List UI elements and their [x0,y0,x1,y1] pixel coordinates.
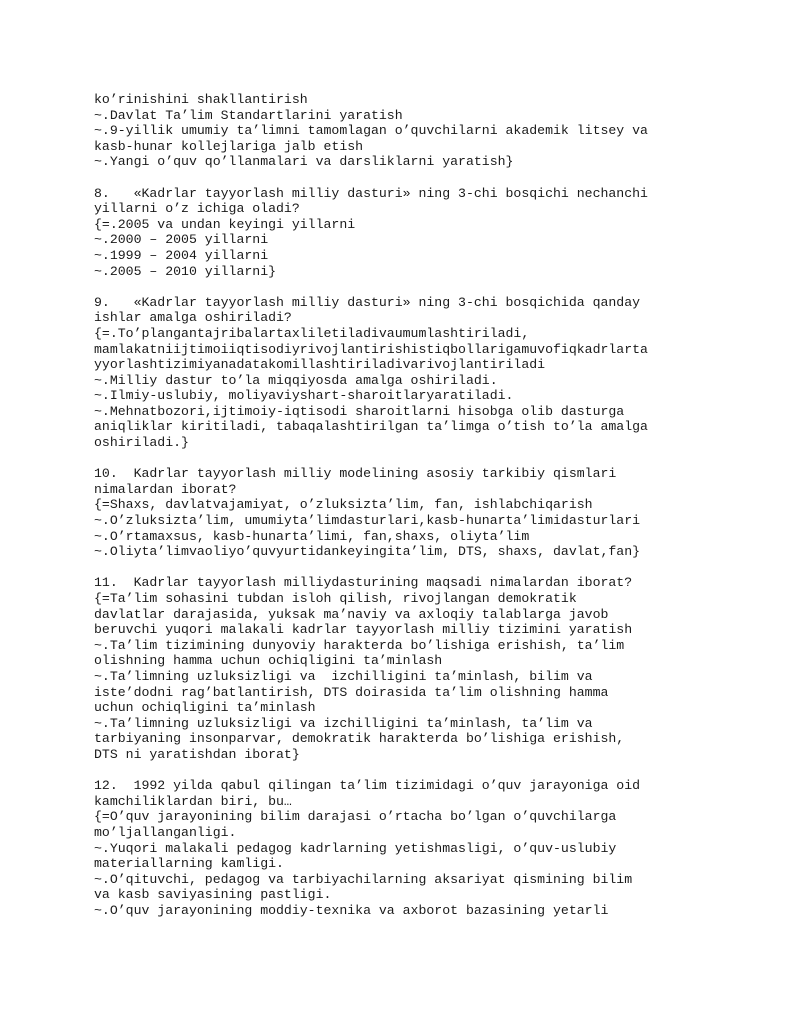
answer-option: ~.O’quv jarayonining moddiy-texnika va axborot bazasining yetarli [94,902,609,918]
text-line: kasb-hunar kollejlariga jalb etish [94,138,364,154]
correct-answer: {=O’quv jarayonining bilim darajasi o’rtacha bo’lgan o’quvchilarga [94,809,617,825]
question-text: kamchiliklardan biri, bu… [94,793,292,809]
answer-option: ~.1999 – 2004 yillarni [94,247,269,263]
answer-option: ~.Davlat Ta’lim Standartlarini yaratish [94,107,403,123]
correct-answer: beruvchi yuqori malakali kadrlar tayyorlash milliy tizimini yaratish [94,622,633,638]
answer-option: uchun ochiqligini ta’minlash [94,700,316,716]
question-text: yillarni o’z ichiga oladi? [94,201,300,217]
answer-option: olishning hamma uchun ochiqligini ta’minlash [94,653,443,669]
correct-answer: {=Ta’lim sohasini tubdan isloh qilish, rivojlangan demokratik [94,591,577,606]
question-text: 10. Kadrlar tayyorlash milliy modelining asosiy tarkibiy qismlari [94,466,617,482]
answer-option: ~.O’qituvchi, pedagog va tarbiyachilarning aksariyat qismining bilim [94,871,633,887]
correct-answer: {=.2005 va undan keyingi yillarni [94,216,356,232]
correct-answer: mo’ljallanganligi. [94,824,237,840]
answer-option: ~.2005 – 2010 yillarni} [94,263,277,279]
answer-option: va kasb saviyasining pastligi. [94,887,332,903]
answer-option: ~.Yuqori malakali pedagog kadrlarning yetishmasligi, o’quv-uslubiy [94,840,617,856]
answer-option: materiallarning kamligi. [94,856,284,872]
text-line: ko’rinishini shakllantirish [94,92,308,107]
question-10 [94,466,774,560]
answer-option: ~.O’rtamaxsus, kasb-hunarta’limi, fan,shaxs, oliyta’lim [94,528,530,544]
answer-option: ~.Mehnatbozori,ijtimoiy-iqtisodi sharoitlarni hisobga olib dasturga [94,403,625,419]
document-page [94,92,774,934]
answer-option: ~.Yangi o’quv qo’llanmalari va darsliklarni yaratish} [94,154,514,170]
answer-option: ~.9-yillik umumiy ta’limni tamomlagan o’quvchilarni akademik litsey va [94,123,648,139]
question-11 [94,575,774,762]
answer-option: ~.O’zluksizta’lim, umumiyta’limdasturlari,kasb-hunarta’limidasturlari [94,513,641,529]
question-text: 12. 1992 yilda qabul qilingan ta’lim tizimidagi o’quv jarayoniga oid [94,778,641,794]
correct-answer: {=.To’plangantajribalartaxliletiladivaumumlashtiriladi, [94,325,530,341]
answer-option: DTS ni yaratishdan iborat} [94,746,300,762]
question-text: 11. Kadrlar tayyorlash milliydasturining maqsadi nimalardan iborat? [94,575,633,591]
question-12 [94,778,774,918]
question-text: 9. «Kadrlar tayyorlash milliy dasturi» ning 3-chi bosqichida qanday [94,294,641,310]
answer-option: ~.2000 – 2005 yillarni [94,232,269,248]
question-8 [94,186,774,280]
answer-option: iste’dodni rag’batlantirish, DTS doirasida ta’lim olishning hamma [94,684,609,700]
answer-option: aniqliklar kiritiladi, tabaqalashtirilgan ta’limga o’tish to’la amalga [94,419,648,435]
question-text: ishlar amalga oshiriladi? [94,310,292,326]
answer-option: ~.Ilmiy-uslubiy, moliyaviyshart-sharoitlaryaratiladi. [94,388,514,404]
answer-option: ~.Oliyta’limvaoliyo’quvyurtidankeyingita’lim, DTS, shaxs, davlat,fan} [94,544,641,560]
question-text: 8. «Kadrlar tayyorlash milliy dasturi» ning 3-chi bosqichi nechanchi [94,185,648,201]
question-7-continuation [94,92,774,170]
answer-option: ~.Ta’lim tizimining dunyoviy harakterda bo’lishiga erishish, ta’lim [94,637,625,653]
answer-option: ~.Milliy dastur to’la miqqiyosda amalga oshiriladi. [94,372,498,388]
answer-option: ~.Ta’limning uzluksizligi va izchilligini ta’minlash, ta’lim va [94,715,593,731]
correct-answer: davlatlar darajasida, yuksak ma’naviy va axloqiy talablarga javob [94,606,609,622]
correct-answer: mamlakatniijtimoiiqtisodiyrivojlantirishistiqbollarigamuvofiqkadrlarta [94,341,648,357]
answer-option: ~.Ta’limning uzluksizligi va izchilligini ta’minlash, bilim va [94,668,593,684]
question-text: nimalardan iborat? [94,481,237,497]
question-9 [94,295,774,451]
correct-answer: yyorlashtizimiyanadatakomillashtiriladivarivojlantiriladi [94,357,546,373]
correct-answer: {=Shaxs, davlatvajamiyat, o’zluksizta’lim, fan, ishlabchiqarish [94,497,593,513]
answer-option: oshiriladi.} [94,435,189,451]
answer-option: tarbiyaning insonparvar, demokratik harakterda bo’lishiga erishish, [94,731,625,747]
